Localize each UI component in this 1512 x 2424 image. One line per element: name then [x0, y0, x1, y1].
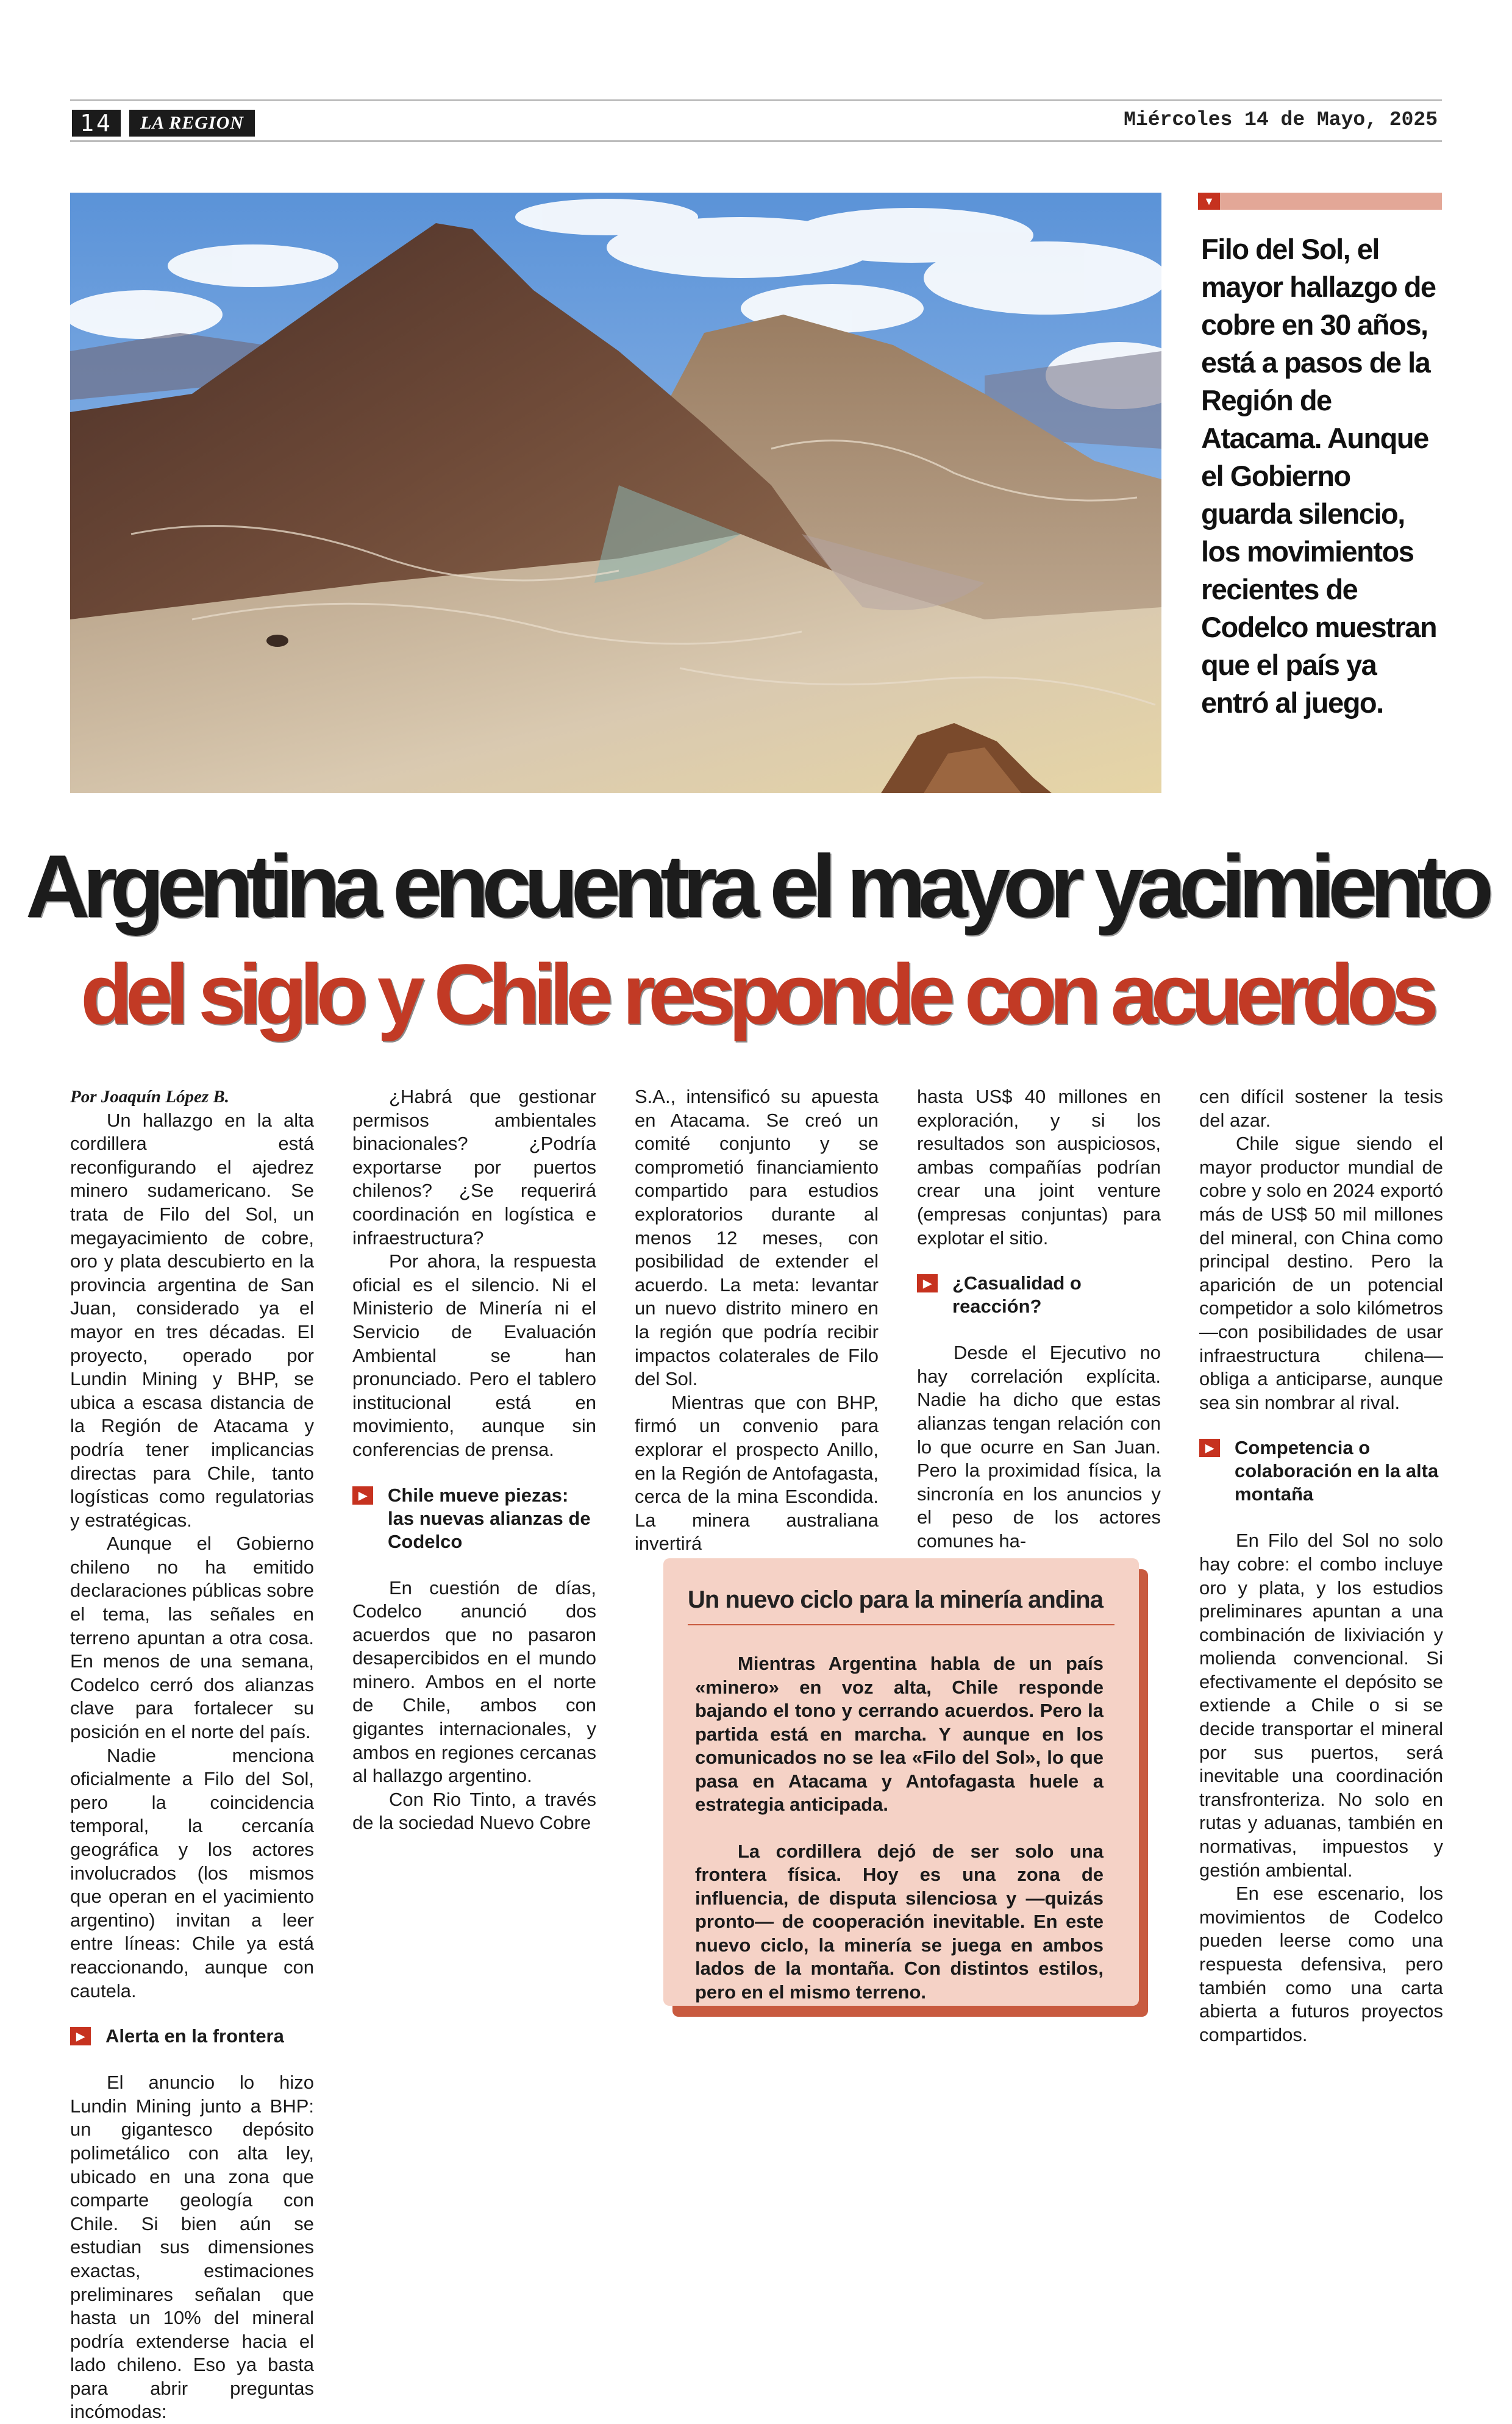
headline-line-1: Argentina encuentra el mayor yacimiento	[25, 836, 1487, 936]
page-number: 14	[72, 110, 121, 137]
triangle-right-icon: ▶	[70, 2027, 91, 2045]
paragraph: Chile sigue siendo el mayor productor mundial de cobre y solo en 2024 exportó más de US$ 50 mil millones del mineral, con China como principal destino. Pero la aparición de un potencial competidor a solo kilómetros —con posibilidades de usar infraestructura chilena— obliga a anticiparse, aunque sea sin nombrar al rival.	[1199, 1133, 1443, 1413]
paragraph: Por ahora, la respuesta oficial es el silencio. Ni el Ministerio de Minería ni el Servicio de Evaluación Ambiental se han pronunciado. Pero el tablero institucional está en movimiento, aunque sin conferencias de prensa.	[352, 1250, 596, 1460]
paragraph: El anuncio lo hizo Lundin Mining junto a BHP: un gigantesco depósito polimetálico con alta ley, ubicado en una zona que comparte geología con Chile. Si bien aún se estudian sus dimensiones exactas, estimaciones preliminares señalan que hasta un 10% del mineral podría extenderse hacia el lado chileno. Eso ya basta para abrir preguntas incómodas:	[70, 2072, 314, 2423]
article-column-1	[70, 1085, 314, 2424]
paragraph: Mientras que con BHP, firmó un convenio para explorar el prospecto Anillo, en la Región de Antofagasta, cerca de la mina Escondida. La minera australiana invertirá	[635, 1391, 879, 1555]
paragraph: S.A., intensificó su apuesta en Atacama. Se creó un comité conjunto y se comprometió financiamiento compartido para estudios exploratorios durante al menos 12 meses, con posibilidad de extender el acuerdo. La meta: levantar un nuevo distrito minero en la región que podría recibir impactos colaterales de Filo del Sol.	[635, 1086, 879, 1390]
paragraph: Aunque el Gobierno chileno no ha emitido declaraciones públicas sobre el tema, las señales en terreno apuntan a otra cosa. En menos de una semana, Codelco cerró dos alianzas clave para fortalecer su posición en el norte del país.	[70, 1533, 314, 1743]
paragraph: Un hallazgo en la alta cordillera está reconfigurando el ajedrez minero sudamericano. Se trata de Filo del Sol, un megayacimiento de cobre, oro y plata descubierto en la provincia argentina de San Juan, considerado ya el mayor en tres décadas. El proyecto, operado por Lundin Mining y BHP, se ubica a escasa distancia de la Región de Atacama y podría tener implicancias directas para Chile, tanto logísticas como regulatorias y estratégicas.	[70, 1109, 314, 1531]
subheading-text: Alerta en la frontera	[105, 2025, 284, 2047]
article-column-4	[917, 1085, 1161, 1553]
paragraph: Con Rio Tinto, a través de la sociedad Nuevo Cobre	[352, 1788, 596, 1834]
subheading-casualidad	[917, 1272, 1161, 1318]
subheading-text: Chile mueve piezas: las nuevas alianzas de Codelco	[388, 1484, 591, 1552]
paragraph: En cuestión de días, Codelco anunció dos acuerdos que no pasaron desapercibidos en el mundo minero. Ambos en el norte de Chile, ambos con gigantes internacionales, y ambos en regiones cercanas al hallazgo argentino.	[352, 1577, 596, 1787]
mountain-photo	[70, 193, 1161, 793]
box-body	[695, 1652, 1104, 2027]
subheading-text: ¿Casualidad o reacción?	[952, 1272, 1082, 1317]
subheading-chile-mueve	[352, 1484, 596, 1553]
subheading-text: Competencia o colaboración en la alta montaña	[1235, 1437, 1439, 1505]
lead-paragraph: Filo del Sol, el mayor hallazgo de cobre en 30 años, está a pasos de la Región de Atacama. Aunque el Gobierno guarda silencio, los movimientos recientes de Codelco muestran que el país ya entró al juego.	[1201, 233, 1437, 719]
triangle-down-icon: ▼	[1198, 193, 1220, 210]
issue-date: Miércoles 14 de Mayo, 2025	[1124, 109, 1438, 131]
paragraph: Nadie menciona oficialmente a Filo del Sol, pero la coincidencia temporal, la cercanía geográfica y los actores involucrados (los mismos que operan en el yacimiento argentino) invitan a leer entre líneas: Chile ya está reaccionando, aunque con cautela.	[70, 1744, 314, 2002]
byline: Por Joaquín López B.	[70, 1087, 230, 1107]
box-divider	[688, 1624, 1114, 1625]
box-title: Un nuevo ciclo para la minería andina	[688, 1586, 1103, 1613]
paragraph: En ese escenario, los movimientos de Codelco pueden leerse como una respuesta defensiva, pero también como una carta abierta a futuros proyectos compartidos.	[1199, 1883, 1443, 2045]
box-paragraph: Mientras Argentina habla de un país «minero» en voz alta, Chile responde bajando el tono y cerrando acuerdos. Pero la partida está en marcha. Y aunque en los comunicados no se lea «Filo del Sol», lo que pasa en Atacama y Antofagasta huele a estrategia anticipada.	[695, 1653, 1104, 1815]
headline-line-2: del siglo y Chile responde con acuerdos	[80, 946, 1432, 1042]
triangle-right-icon: ▶	[917, 1274, 938, 1292]
photo-illustration	[70, 193, 1161, 793]
lead-accent-bar	[1198, 193, 1442, 210]
top-rule	[70, 99, 1442, 101]
article-column-5	[1199, 1085, 1443, 2047]
box-paragraph: La cordillera dejó de ser solo una frontera física. Hoy es una zona de influencia, de disputa silenciosa y —quizás pronto— de cooperación inevitable. En este nuevo ciclo, la minería se juega en ambos lados de la montaña. Con distintos estilos, pero en el mismo terreno.	[695, 1840, 1104, 2003]
subheading-competencia	[1199, 1436, 1443, 1506]
article-column-2	[352, 1085, 596, 1835]
paragraph: En Filo del Sol no solo hay cobre: el combo incluye oro y plata, y los estudios preliminares apuntan a una combinación de lixiviación y molienda convencional. Si efectivamente el depósito se extiende a Chile o si se decide transportar el mineral por sus puertos, será inevitable una coordinación transfronteriza. No solo en rutas y aduanas, también en normativas, impuestos y gestión ambiental.	[1199, 1530, 1443, 1881]
paragraph: ¿Habrá que gestionar permisos ambientales binacionales? ¿Podría exportarse por puertos chilenos? ¿Se requerirá coordinación en logística e infraestructura?	[352, 1086, 596, 1249]
newspaper-logo: LA REGION	[129, 110, 255, 137]
subheading-alerta	[70, 2025, 314, 2048]
paragraph: cen difícil sostener la tesis del azar.	[1199, 1086, 1443, 1131]
article-column-3	[635, 1085, 879, 1556]
triangle-right-icon: ▶	[1199, 1439, 1220, 1457]
paragraph: Desde el Ejecutivo no hay correlación explícita. Nadie ha dicho que estas alianzas tengan relación con lo que ocurre en San Juan. Pero la proximidad física, la sincronía en los anuncios y el peso de los actores comunes ha-	[917, 1342, 1161, 1552]
paragraph: hasta US$ 40 millones en exploración, y si los resultados son auspiciosos, ambas compañías podrían crear una joint venture (empresas conjuntas) para explotar el sitio.	[917, 1086, 1161, 1249]
triangle-right-icon: ▶	[352, 1486, 373, 1505]
header-rule	[70, 140, 1442, 142]
